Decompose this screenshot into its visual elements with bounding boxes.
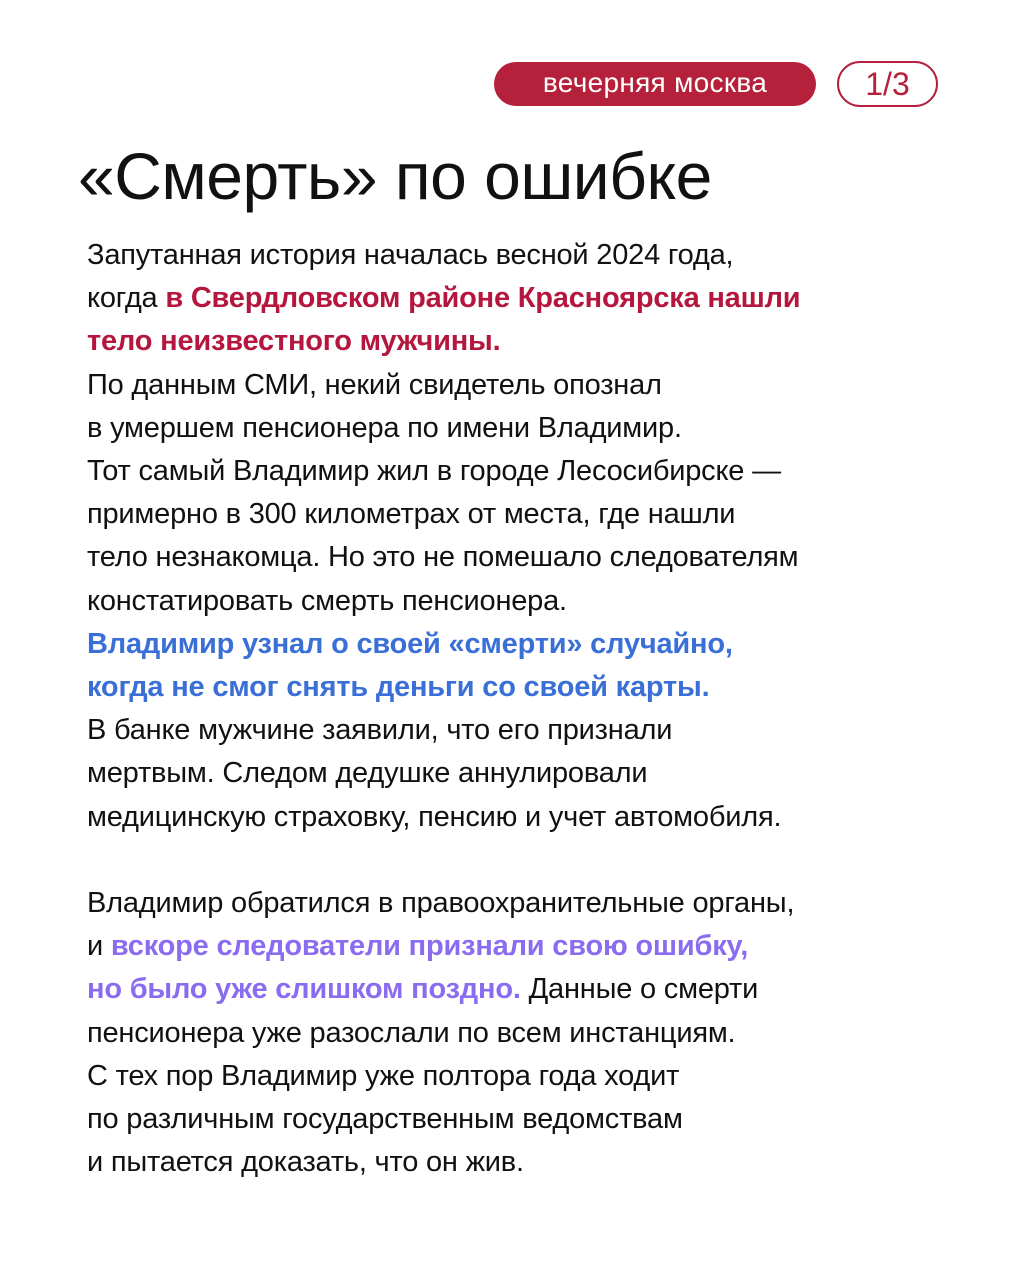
- text-line: мертвым. Следом дедушке аннулировали: [87, 757, 648, 790]
- text-fragment: когда: [87, 282, 166, 315]
- text-line: Тот самый Владимир жил в городе Лесосибирске —: [87, 455, 781, 488]
- text-line: С тех пор Владимир уже полтора года ходит: [87, 1059, 680, 1092]
- text-fragment: Данные о смерти: [520, 973, 759, 1006]
- text-line: пенсионера уже разослали по всем инстанциям.: [87, 1016, 736, 1049]
- text-line: [87, 277, 987, 320]
- text-fragment: и: [87, 930, 111, 963]
- highlight-purple: вскоре следователи признали свою ошибку,: [110, 930, 749, 963]
- highlight-purple: но было уже слишком поздно.: [87, 973, 521, 1006]
- text-line: тело незнакомца. Но это не помешало следователям: [87, 541, 799, 574]
- text-line: Владимир обратился в правоохранительные органы,: [87, 887, 795, 920]
- highlight-red: в Свердловском районе Красноярска нашли: [165, 282, 801, 315]
- text-line: и пытается доказать, что он жив.: [87, 1146, 524, 1179]
- text-line: [87, 968, 987, 1011]
- highlight-blue: Владимир узнал о своей «смерти» случайно,: [87, 627, 733, 660]
- brand-badge: вечерняя москва: [494, 62, 816, 106]
- paragraph-1: [87, 234, 987, 839]
- text-line: медицинскую страховку, пенсию и учет автомобиля.: [87, 800, 782, 833]
- page-title: «Смерть» по ошибке: [78, 139, 712, 213]
- text-line: Запутанная история началась весной 2024 года,: [87, 239, 734, 271]
- paragraph-2: [87, 882, 987, 1184]
- article-body: [87, 234, 987, 1184]
- paragraph-spacer: [87, 839, 987, 882]
- text-line: По данным СМИ, некий свидетель опознал: [87, 368, 662, 401]
- text-line: [87, 925, 987, 968]
- text-line: по различным государственным ведомствам: [87, 1103, 683, 1136]
- highlight-red: тело неизвестного мужчины.: [87, 325, 501, 358]
- page-counter: 1/3: [837, 61, 938, 107]
- text-line: В банке мужчине заявили, что его признали: [87, 714, 673, 747]
- text-line: в умершем пенсионера по имени Владимир.: [87, 411, 682, 444]
- text-line: констатировать смерть пенсионера.: [87, 584, 567, 617]
- highlight-blue: когда не смог снять деньги со своей карты.: [87, 671, 710, 704]
- text-line: примерно в 300 километрах от места, где нашли: [87, 498, 736, 531]
